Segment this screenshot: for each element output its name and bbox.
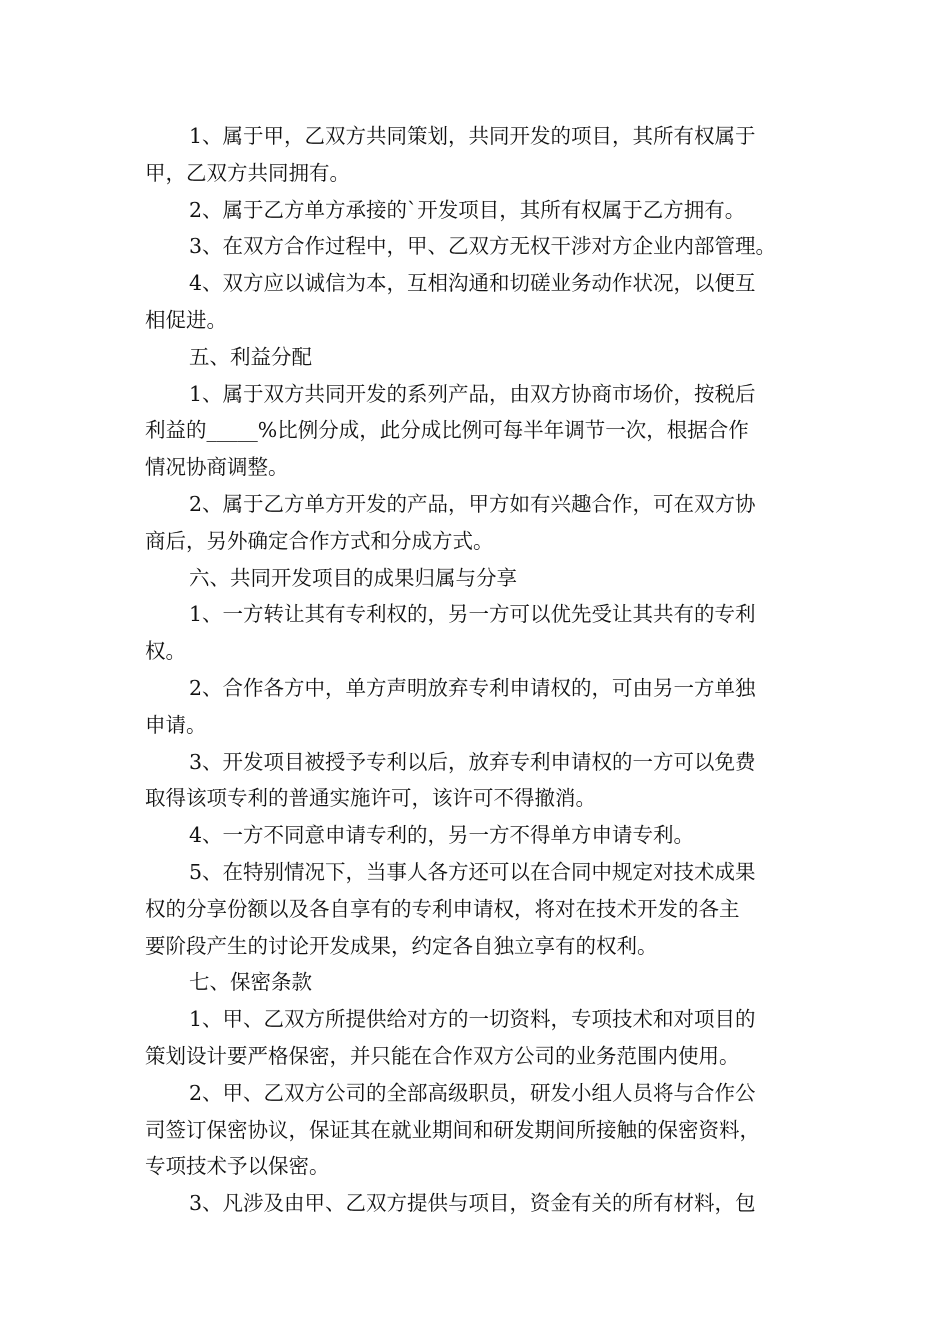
text-line: 利益的_____%比例分成，此分成比例可每半年调节一次，根据合作	[145, 418, 749, 443]
text-line: 1、一方转让其有专利权的，另一方可以优先受让其共有的专利	[189, 602, 756, 627]
text-line: 2、甲、乙双方公司的全部高级职员，研发小组人员将与合作公	[189, 1080, 756, 1105]
paragraph-confidential-materials	[145, 1001, 807, 1075]
text-line: 甲，乙双方共同拥有。	[145, 160, 350, 185]
paragraph-patent-transfer	[145, 596, 807, 670]
text-line: 要阶段产生的讨论开发成果，约定各自独立享有的权利。	[145, 933, 658, 958]
text-line: 策划设计要严格保密，并只能在合作双方公司的业务范围内使用。	[145, 1043, 740, 1068]
text-line: 取得该项专利的普通实施许可，该许可不得撤消。	[145, 786, 596, 811]
section-heading-confidentiality	[145, 964, 807, 1001]
section-heading-results-ownership	[145, 560, 807, 597]
text-line: 3、在双方合作过程中，甲、乙双方无权干涉对方企业内部管理。	[189, 234, 777, 259]
paragraph-patent-disagree	[145, 817, 807, 854]
paragraph-no-interference	[145, 228, 807, 265]
text-line: 4、双方应以诚信为本，互相沟通和切磋业务动作状况，以便互	[189, 271, 756, 296]
text-line: 4、一方不同意申请专利的，另一方不得单方申请专利。	[189, 823, 695, 848]
text-line: 1、属于甲，乙双方共同策划，共同开发的项目，其所有权属于	[189, 124, 756, 148]
paragraph-ownership-party-b	[145, 192, 807, 229]
text-line: 商后，另外确定合作方式和分成方式。	[145, 528, 494, 553]
text-line: 3、凡涉及由甲、乙双方提供与项目，资金有关的所有材料，包	[189, 1191, 756, 1216]
paragraph-confidential-funds	[145, 1185, 807, 1222]
text-line: 2、属于乙方单方开发的产品，甲方如有兴趣合作，可在双方协	[189, 491, 756, 516]
text-line: 2、属于乙方单方承接的`开发项目，其所有权属于乙方拥有。	[189, 197, 746, 222]
text-line: 权。	[145, 639, 186, 664]
paragraph-patent-waiver	[145, 670, 807, 744]
section-heading: 五、利益分配	[189, 344, 312, 369]
document-body	[145, 118, 807, 1222]
paragraph-patent-license	[145, 744, 807, 818]
section-heading: 六、共同开发项目的成果归属与分享	[189, 565, 517, 590]
paragraph-profit-joint	[145, 376, 807, 486]
text-line: 3、开发项目被授予专利以后，放弃专利申请权的一方可以免费	[189, 749, 756, 774]
paragraph-profit-party-b	[145, 486, 807, 560]
text-line: 情况协商调整。	[145, 455, 289, 480]
text-line: 申请。	[145, 712, 207, 737]
text-line: 5、在特别情况下，当事人各方还可以在合同中规定对技术成果	[189, 859, 756, 884]
paragraph-special-cases	[145, 854, 807, 964]
text-line: 1、甲、乙双方所提供给对方的一切资料，专项技术和对项目的	[189, 1007, 756, 1032]
text-line: 1、属于双方共同开发的系列产品，由双方协商市场价，按税后	[189, 381, 756, 406]
section-heading: 七、保密条款	[189, 970, 312, 995]
section-heading-profit-distribution	[145, 339, 807, 376]
text-line: 司签订保密协议，保证其在就业期间和研发期间所接触的保密资料，	[145, 1117, 760, 1142]
paragraph-ownership-joint	[145, 118, 807, 192]
text-line: 2、合作各方中，单方声明放弃专利申请权的，可由另一方单独	[189, 675, 756, 700]
text-line: 权的分享份额以及各自享有的专利申请权，将对在技术开发的各主	[145, 896, 740, 921]
paragraph-confidential-staff	[145, 1075, 807, 1185]
text-line: 专项技术予以保密。	[145, 1154, 330, 1179]
paragraph-integrity	[145, 265, 807, 339]
text-line: 相促进。	[145, 307, 227, 332]
